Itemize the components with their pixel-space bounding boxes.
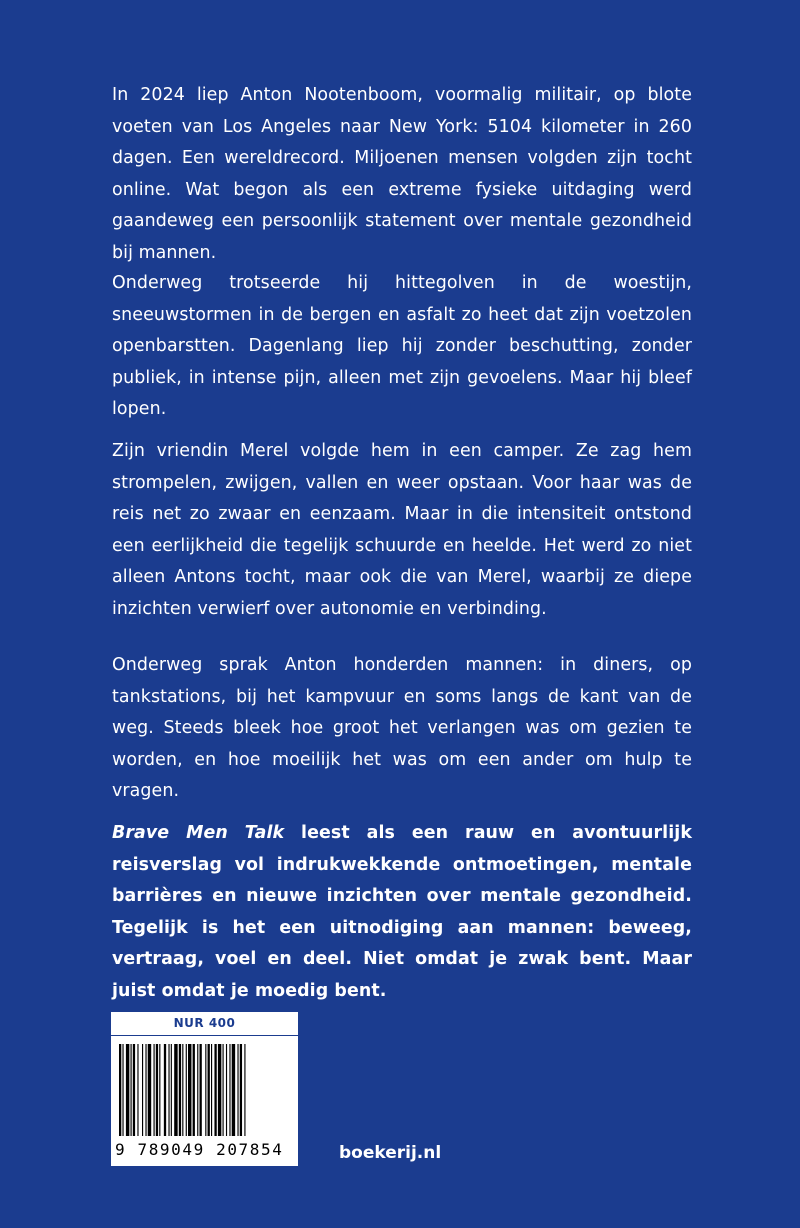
publisher-website: boekerij.nl [339, 1143, 442, 1163]
blurb-paragraph-3: Zijn vriendin Merel volgde hem in een camper. Ze zag hem strompelen, zwijgen, vallen en weer opstaan. Voor haar was de reis net zo zwaar en eenzaam. Maar in die intensiteit ontstond een eerlijkheid die tegelijk schuurde en heelde. Het werd zo niet alleen Antons tocht, maar ook die van Merel, waarbij ze diepe inzichten verwierf over autonomie en verbinding. [112, 441, 692, 619]
blurb-paragraph-2: Onderweg trotseerde hij hittegolven in de woestijn, sneeuwstormen in de bergen en asfalt zo heet dat zijn voetzolen openbarstten. Dagenlang liep hij zonder beschutting, zonder publiek, in intense pijn, alleen met zijn gevoelens. Maar hij bleef lopen. [112, 273, 692, 419]
isbn-barcode [111, 1036, 298, 1166]
isbn-digits: 9 789049 207854 [115, 1140, 284, 1159]
barcode-bars [119, 1044, 291, 1138]
closing-text: leest als een rauw en avontuurlijk reisverslag vol indrukwekkende ontmoetingen, mentale barrières en nieuwe inzichten over mentale gezondheid. Tegelijk is het een uitnodiging aan mannen: beweeg, vertraag, voel en deel. Niet omdat je zwak bent. Maar juist omdat je moedig bent. [112, 823, 692, 1001]
nur-label: NUR 400 [111, 1012, 298, 1035]
blurb-paragraph-1: In 2024 liep Anton Nootenboom, voormalig militair, op blote voeten van Los Angeles naar New York: 5104 kilometer in 260 dagen. Een wereldrecord. Miljoenen mensen volgden zijn tocht online. Wat begon als een extreme fysieke uitdaging werd gaandeweg een persoonlijk statement over mentale gezondheid bij mannen. [112, 85, 692, 263]
blurb-paragraph-4: Onderweg sprak Anton honderden mannen: in diners, op tankstations, bij het kampvuur en soms langs de kant van de weg. Steeds bleek hoe groot het verlangen was om gezien te worden, en hoe moeilijk het was om een ander om hulp te vragen. [112, 655, 692, 801]
book-title: Brave Men Talk [112, 823, 285, 843]
closing-paragraph [112, 818, 692, 1007]
